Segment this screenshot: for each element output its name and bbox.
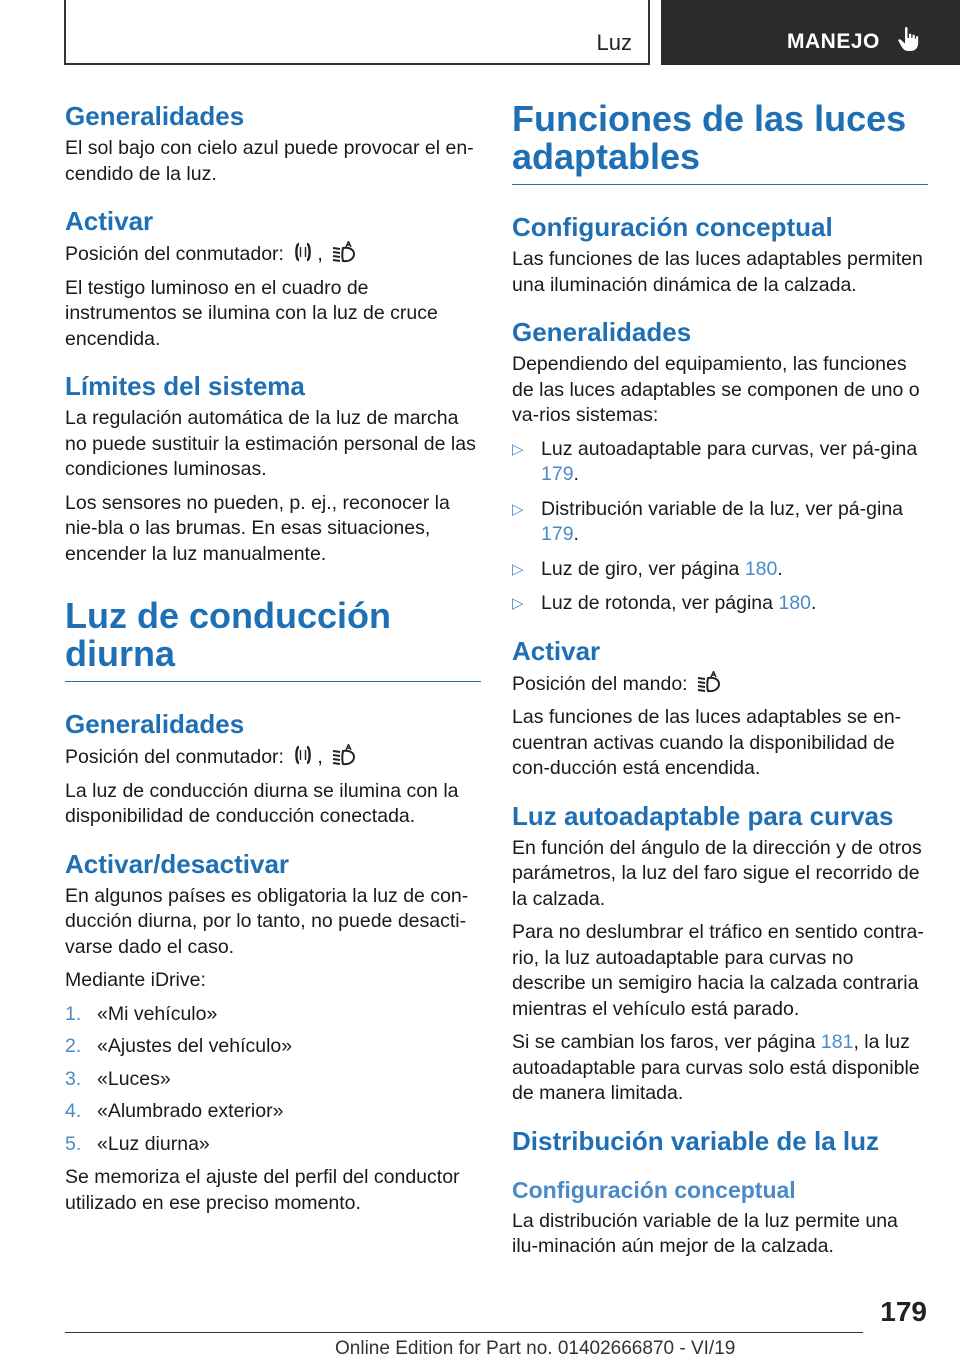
section-tab [64,0,650,65]
item-end: . [810,592,817,614]
section-heading: Generalidades [65,709,245,739]
paragraph-text: Posición del conmutador: [65,243,284,265]
paragraph [512,1030,928,1107]
section-heading: Activar/desactivar [65,848,290,879]
triangle-bullet-icon: ▷ [512,500,524,518]
paragraph: Los sensores no pueden, p. ej., reconocer la nie-bla o las brumas. En esas situaciones, encender la luz manualmente. [65,491,450,565]
step-number: 1. [65,1002,82,1025]
item-text: Distribución variable de la luz, ver pá-gina [541,497,904,520]
item-text: Luz de giro, ver página [541,557,740,580]
page-link[interactable]: 181 [820,1031,854,1053]
paragraph: En función del ángulo de la dirección y de otros parámetros, la luz del faro sigue el recorrido de la calzada. [512,836,922,910]
list-item [65,1067,481,1093]
section-heading: Generalidades [65,101,245,131]
paragraph: Dependiendo del equipamiento, las funciones de las luces adaptables se componen de uno o va-rios sistemas: [512,353,920,426]
item-text: Luz de rotonda, ver página [541,592,774,614]
section-heading: Distribución variable de la luz [512,1125,879,1156]
page-link[interactable]: 180 [778,592,811,614]
triangle-bullet-icon: ▷ [512,560,524,578]
page-link[interactable]: 179 [541,523,574,545]
subsection-heading: Configuración conceptual [512,1176,796,1203]
left-column [65,100,481,1224]
hand-pointer-icon [897,26,921,52]
footer-divider [65,1332,863,1333]
right-column [512,100,928,1268]
chapter-heading: Luz de conducción diurna [65,597,481,682]
page-number: 179 [880,1296,927,1327]
list-item [65,1034,481,1060]
paragraph: El testigo luminoso en el cuadro de instrumentos se ilumina con la luz de cruce encendida. [65,276,438,350]
parking-light-icon [293,241,313,263]
paragraph-text: Posición del mando: [512,672,688,695]
list-item [512,591,928,617]
paragraph-text: Posición del conmutador: [65,746,284,768]
list-item [512,437,928,488]
step-text: «Ajustes del vehículo» [97,1035,293,1057]
idrive-steps [65,1002,481,1158]
section-heading: Activar [512,635,601,666]
triangle-bullet-icon: ▷ [512,595,524,612]
section-heading: Configuración conceptual [512,212,833,242]
paragraph [65,744,481,771]
section-heading: Activar [65,206,154,236]
auto-headlight-icon [332,744,356,766]
section-heading: Límites del sistema [65,371,305,401]
list-item [65,1099,481,1125]
item-end: . [573,463,579,485]
section-heading: Generalidades [512,317,692,347]
adaptive-systems-list [512,437,928,617]
paragraph: En algunos países es obligatoria la luz de con-ducción diurna, por lo tanto, no puede desacti-varse dado el caso. [65,884,469,958]
separator: , [317,746,323,768]
auto-headlight-icon [697,671,721,693]
item-end: . [777,557,783,580]
step-text: «Luces» [97,1067,171,1090]
list-item [512,557,928,583]
page-header [0,0,960,66]
paragraph: Las funciones de las luces adaptables se en-cuentran activas cuando la disponibilidad de con-ducción está encendida. [512,706,902,779]
page-link[interactable]: 179 [541,463,574,485]
chapter-tab [661,0,960,65]
page-link[interactable]: 180 [744,557,778,580]
step-number: 2. [65,1035,82,1057]
section-title: Luz [596,30,632,55]
step-number: 5. [65,1132,82,1155]
list-item [65,1132,481,1158]
paragraph-text: Si se cambian los faros, ver página [512,1031,816,1053]
list-item [65,1002,481,1028]
paragraph-text: , la luz autoadaptable para curvas solo está disponible de manera limitada. [512,1031,920,1104]
section-heading: Luz autoadaptable para curvas [512,800,894,831]
parking-light-icon [293,744,313,766]
chapter-heading: Funciones de las luces adaptables [512,100,928,185]
item-end: . [573,523,579,545]
step-text: «Mi vehículo» [97,1002,218,1025]
list-item [512,497,928,548]
triangle-bullet-icon: ▷ [512,440,524,458]
paragraph: La regulación automática de la luz de marcha no puede sustituir la estimación personal de las condiciones luminosas. [65,407,476,480]
paragraph: Las funciones de las luces adaptables permiten una iluminación dinámica de la calzada. [512,248,923,296]
step-text: «Alumbrado exterior» [97,1100,284,1122]
paragraph: El sol bajo con cielo azul puede provocar el en-cendido de la luz. [65,137,474,185]
item-text: Luz autoadaptable para curvas, ver pá-gina [541,437,918,460]
chapter-title: MANEJO [787,30,880,53]
auto-headlight-icon [332,241,356,263]
paragraph: Se memoriza el ajuste del perfil del conductor utilizado en ese preciso momento. [65,1166,460,1214]
paragraph: La luz de conducción diurna se ilumina con la disponibilidad de conducción conectada. [65,779,459,827]
edition-note: Online Edition for Part no. 01402666870 - VI/19 [335,1338,736,1359]
step-text: «Luz diurna» [97,1132,210,1155]
paragraph [65,241,481,268]
paragraph: Mediante iDrive: [65,969,206,991]
step-number: 4. [65,1100,82,1122]
paragraph: Para no deslumbrar el tráfico en sentido contra-rio, la luz autoadaptable para curvas no describe un semigiro hacia la calzada contraria mientras el vehículo está parado. [512,921,924,1020]
separator: , [317,243,323,265]
paragraph: La distribución variable de la luz permite una ilu-minación aún mejor de la calzada. [512,1209,898,1257]
paragraph [512,671,928,698]
step-number: 3. [65,1067,82,1090]
